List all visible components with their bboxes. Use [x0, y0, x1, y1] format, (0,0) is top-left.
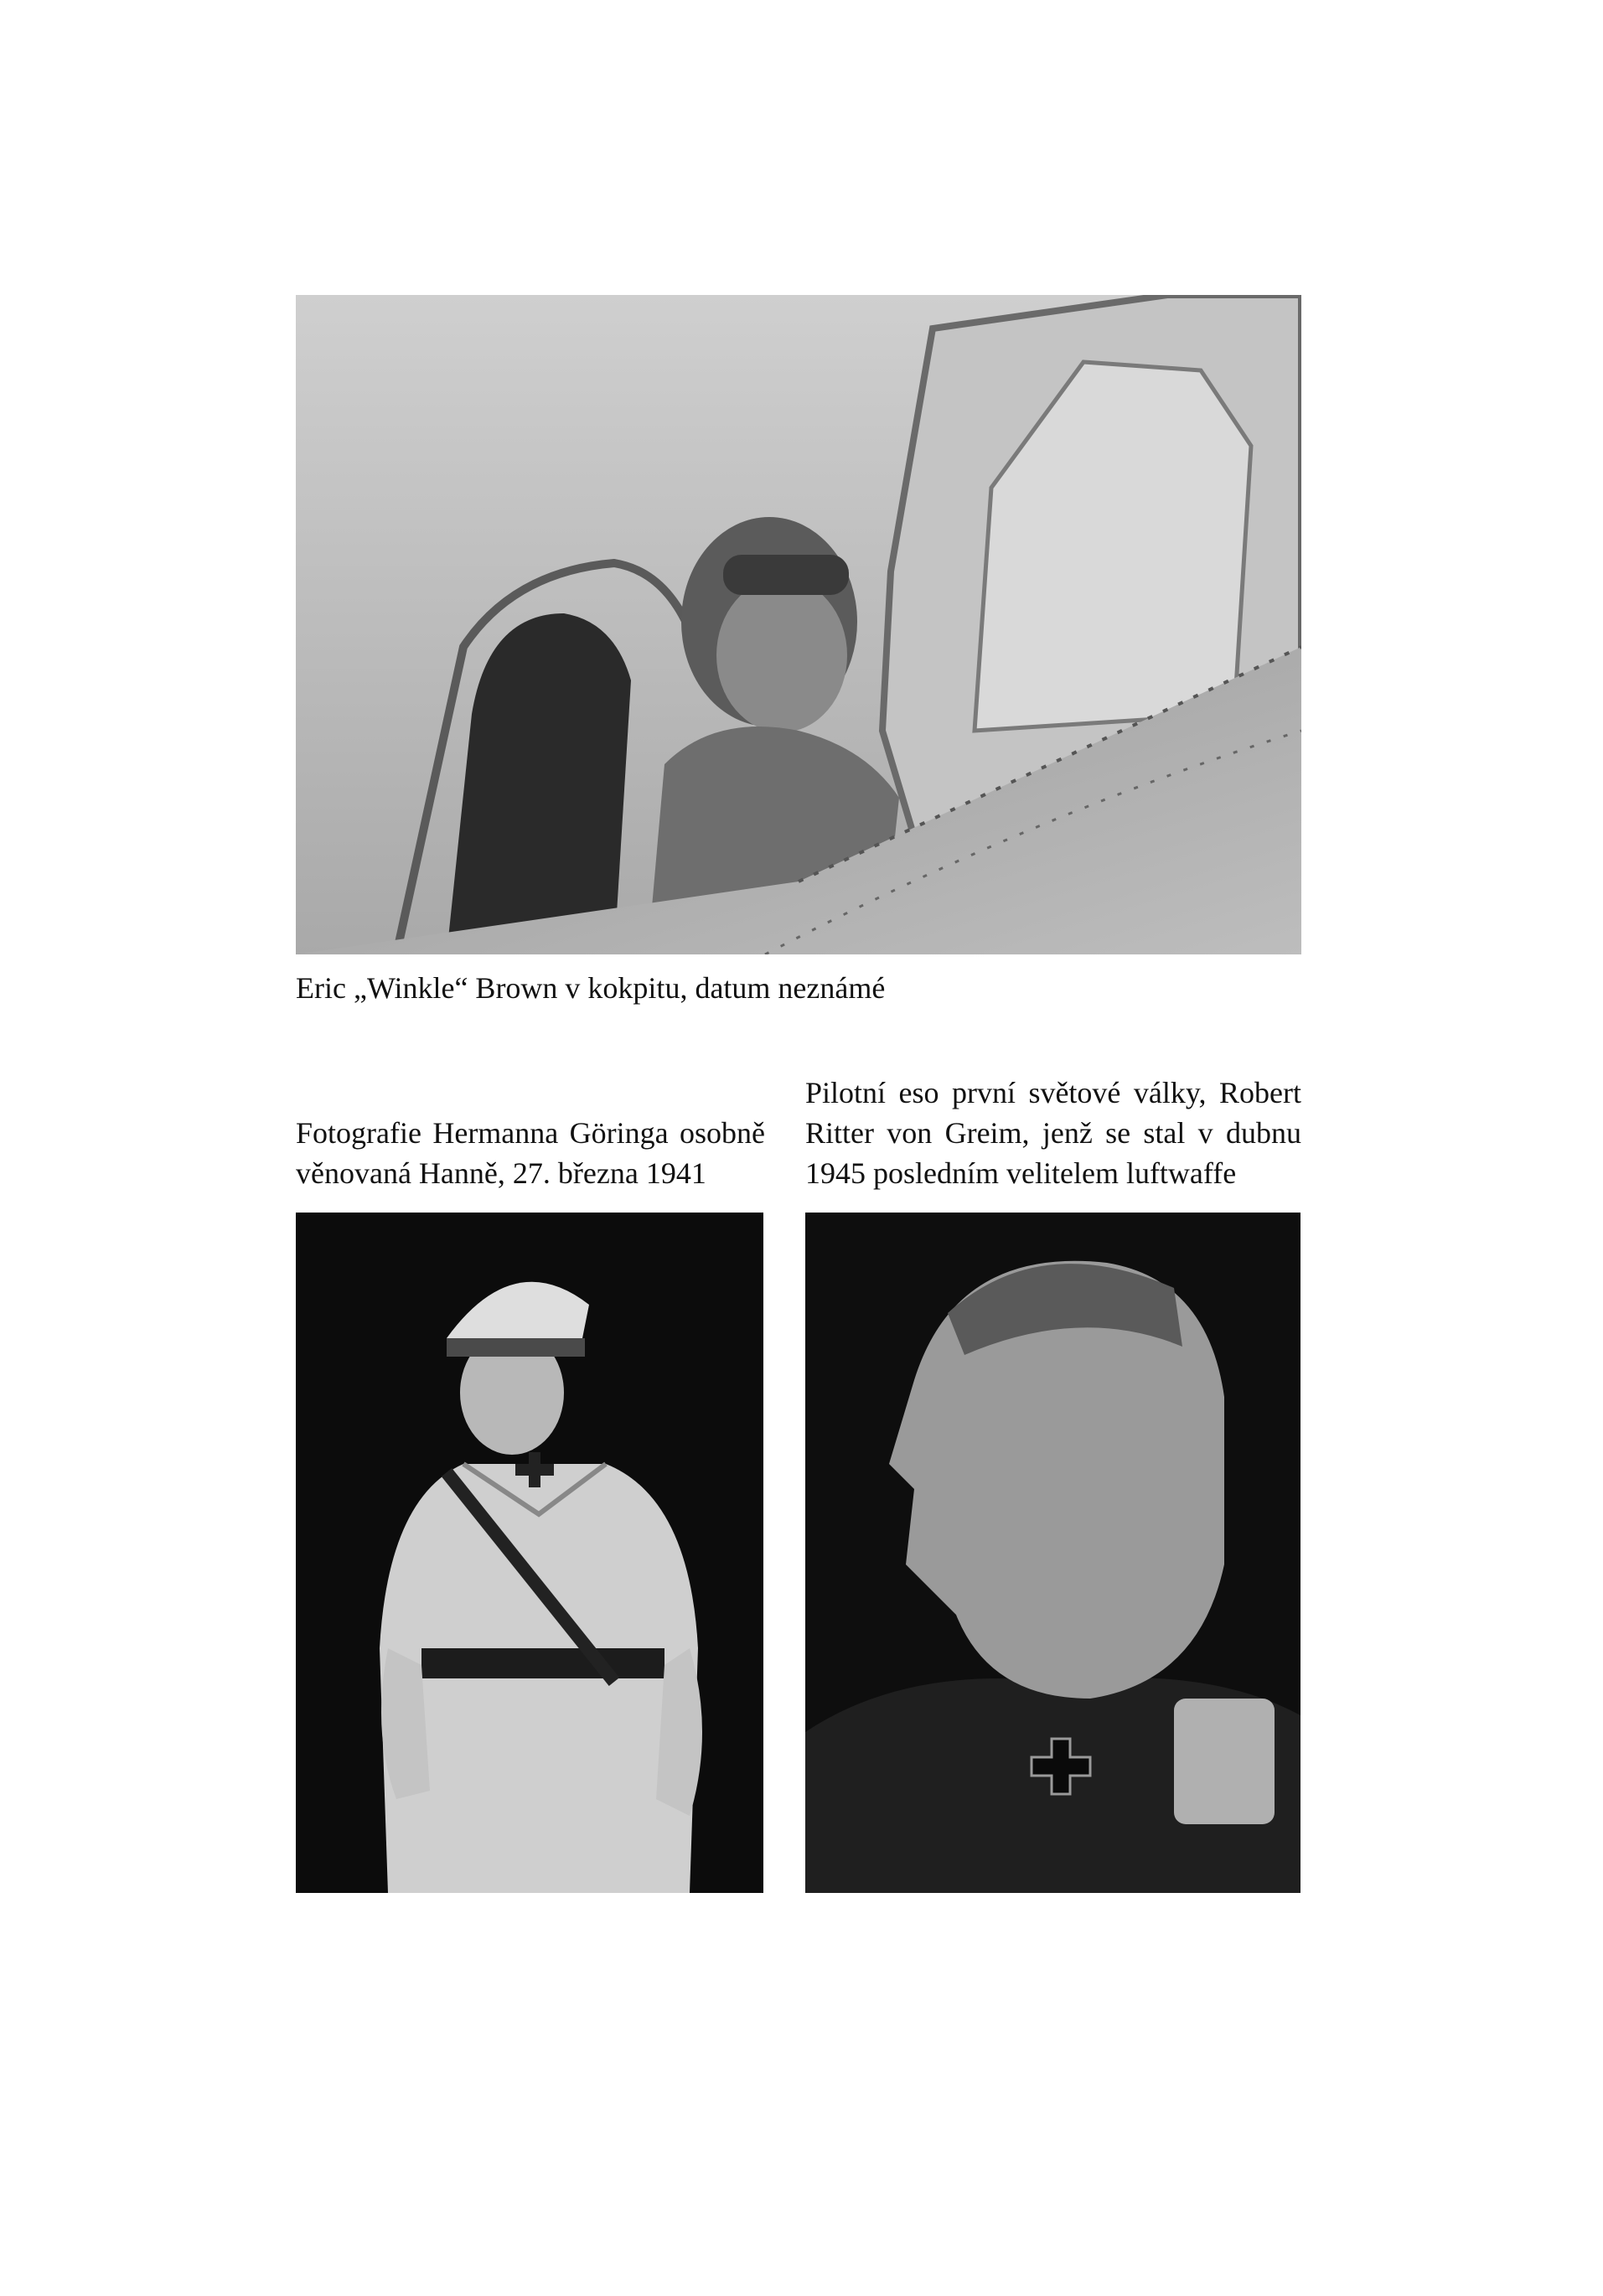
cockpit-photo-caption: Eric „Winkle“ Brown v kokpitu, datum neznámé — [296, 971, 886, 1005]
goring-portrait-photo — [296, 1213, 763, 1893]
greim-photo-caption — [805, 1073, 1301, 1193]
goring-portrait-image — [296, 1213, 763, 1893]
greim-portrait-photo — [805, 1213, 1300, 1893]
cockpit-photo — [296, 295, 1301, 954]
caption-line: Ritter von Greim, jenž se stal v dubnu — [805, 1116, 1301, 1150]
cockpit-photo-image — [296, 295, 1301, 954]
caption-line: Fotografie Hermanna Göringa osobně — [296, 1116, 765, 1150]
caption-line: věnovaná Hanně, 27. března 1941 — [296, 1156, 706, 1190]
caption-line: 1945 posledním velitelem luftwaffe — [805, 1156, 1237, 1190]
greim-portrait-image — [805, 1213, 1300, 1893]
caption-line: Pilotní eso první světové války, Robert — [805, 1076, 1301, 1109]
goring-photo-caption — [296, 1113, 765, 1193]
